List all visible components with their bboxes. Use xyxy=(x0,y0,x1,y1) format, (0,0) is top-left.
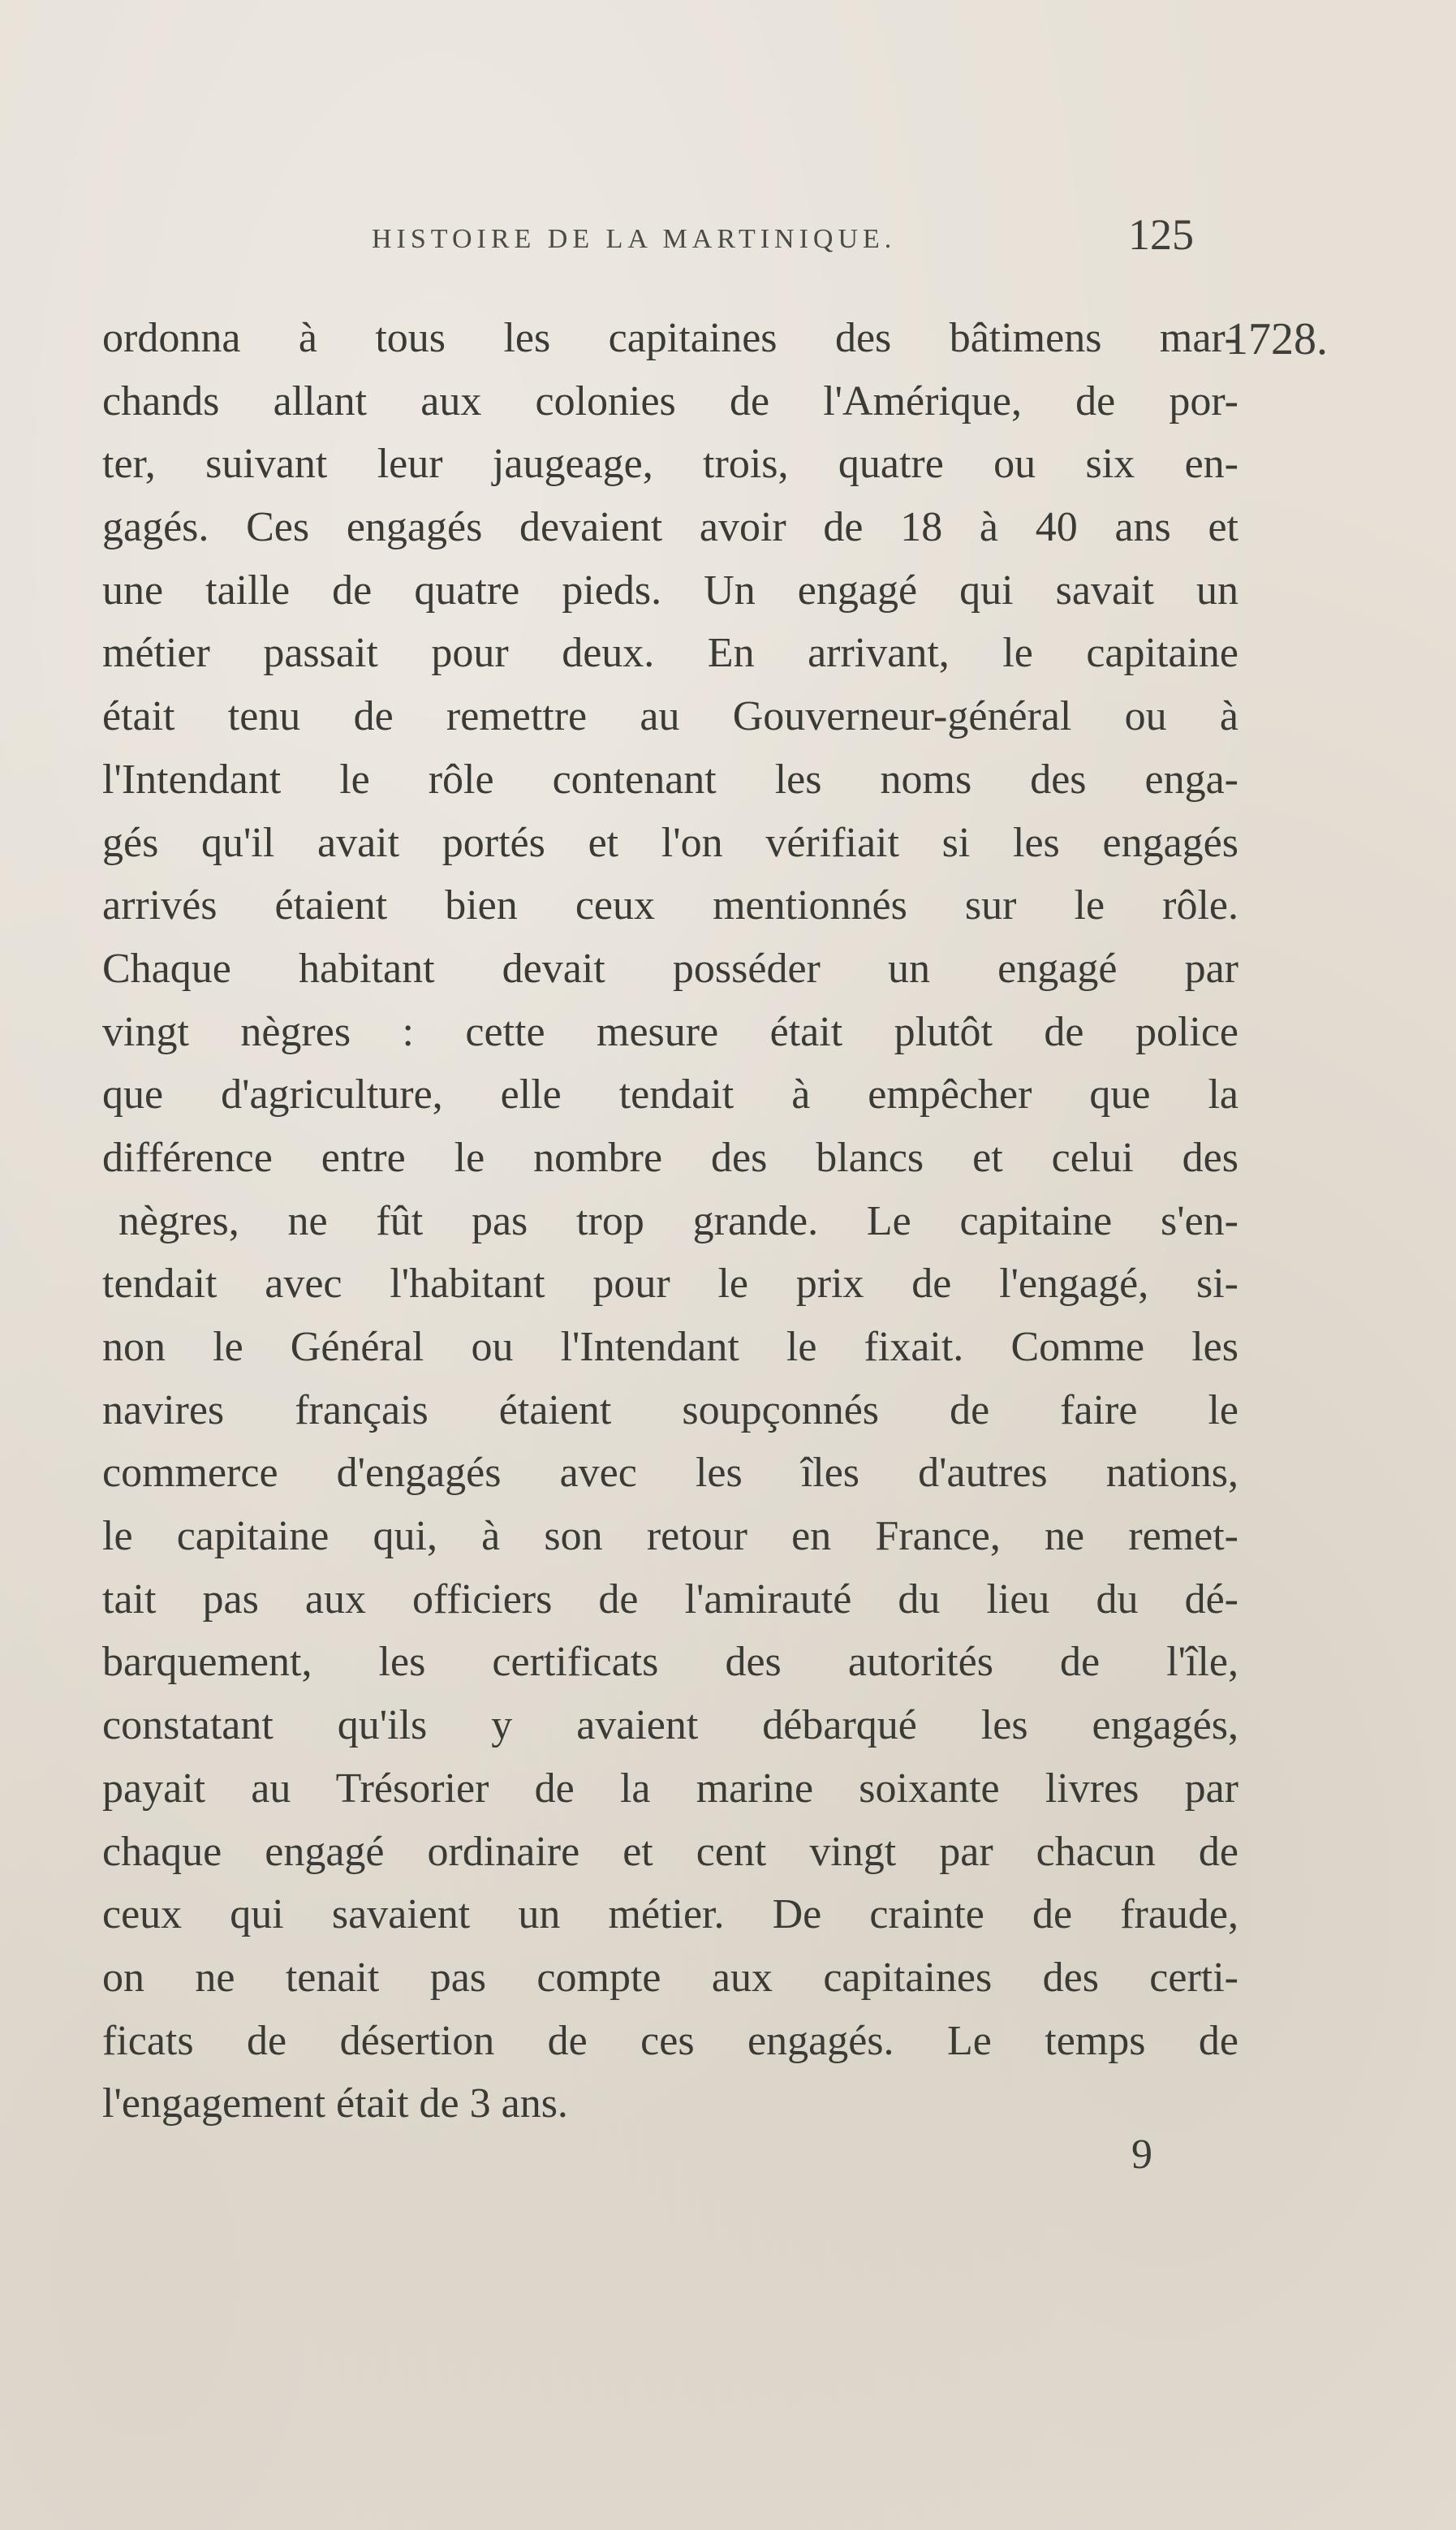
text-line: différence entre le nombre des blancs et celui des xyxy=(102,1134,1238,1181)
text-line: ordonna à tous les capitaines des bâtimens mar- xyxy=(102,315,1238,361)
text-line: nègres, ne fût pas trop grande. Le capitaine s'en- xyxy=(118,1197,1238,1244)
text-line: chands allant aux colonies de l'Amérique, de por- xyxy=(102,377,1238,425)
signature-mark: 9 xyxy=(1131,2131,1152,2178)
text-line: gés qu'il avait portés et l'on vérifiait si les engagés xyxy=(102,819,1238,866)
text-line: constatant qu'ils y avaient débarqué les engagés, xyxy=(102,1702,1238,1749)
text-line: une taille de quatre pieds. Un engagé qui savait un xyxy=(102,567,1238,614)
page-number: 125 xyxy=(1128,210,1194,259)
margin-year-note: 1728. xyxy=(1226,314,1328,364)
text-line: tait pas aux officiers de l'amirauté du lieu du dé- xyxy=(102,1575,1238,1623)
text-line: le capitaine qui, à son retour en France, ne remet- xyxy=(102,1513,1238,1560)
text-line: ter, suivant leur jaugeage, trois, quatre ou six en- xyxy=(102,441,1238,488)
text-line: commerce d'engagés avec les îles d'autres nations, xyxy=(102,1450,1238,1497)
text-line: on ne tenait pas compte aux capitaines des certi- xyxy=(102,1954,1238,2001)
text-line: navires français étaient soupçonnés de faire le xyxy=(102,1386,1238,1433)
text-line: Chaque habitant devait posséder un engagé par xyxy=(102,945,1238,992)
text-line: était tenu de remettre au Gouverneur-général ou à xyxy=(102,693,1238,740)
text-line: barquement, les certificats des autorités de l'île, xyxy=(102,1639,1238,1686)
text-line-last: l'engagement était de 3 ans. xyxy=(102,2080,568,2127)
text-line: chaque engagé ordinaire et cent vingt par chacun de xyxy=(102,1828,1238,1875)
text-line: non le Général ou l'Intendant le fixait. Comme les xyxy=(102,1324,1238,1370)
text-line: gagés. Ces engagés devaient avoir de 18 à 40 ans et xyxy=(102,504,1238,551)
text-line: vingt nègres : cette mesure était plutôt de police xyxy=(102,1008,1238,1055)
body-text xyxy=(102,307,1238,2136)
text-line: arrivés étaient bien ceux mentionnés sur le rôle. xyxy=(102,882,1238,929)
text-line: métier passait pour deux. En arrivant, le capitaine xyxy=(102,630,1238,677)
text-line: ficats de désertion de ces engagés. Le temps de xyxy=(102,2017,1238,2064)
running-title: HISTOIRE DE LA MARTINIQUE. xyxy=(372,224,897,254)
text-line: l'Intendant le rôle contenant les noms des enga- xyxy=(102,756,1238,803)
text-line: tendait avec l'habitant pour le prix de l'engagé, si- xyxy=(102,1261,1238,1308)
text-line: payait au Trésorier de la marine soixante livres par xyxy=(102,1765,1238,1812)
text-line: ceux qui savaient un métier. De crainte de fraude, xyxy=(102,1891,1238,1938)
text-line: que d'agriculture, elle tendait à empêcher que la xyxy=(102,1071,1238,1118)
